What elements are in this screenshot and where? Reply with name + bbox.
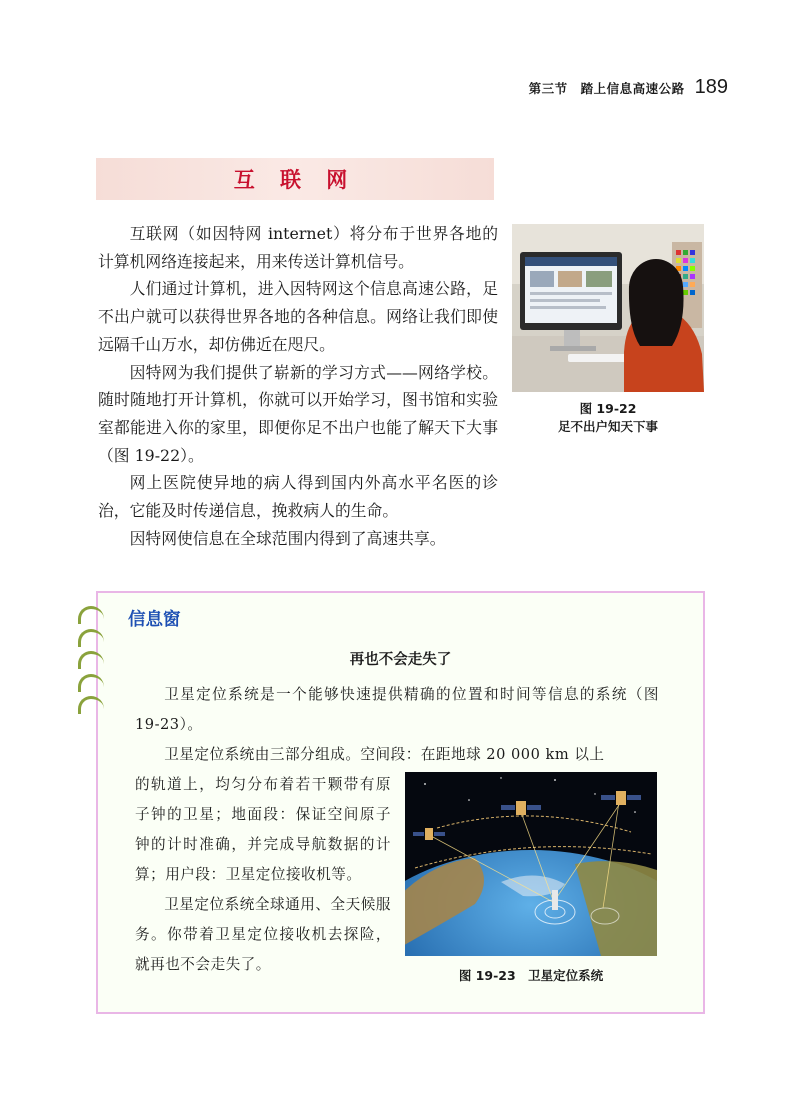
girl-at-computer-photo [512, 224, 704, 392]
satellite-positioning-illustration [405, 772, 657, 956]
paragraph: 因特网为我们提供了崭新的学习方式——网络学校。随时随地打开计算机，你就可以开始学习，图书馆和实验室都能进入你的家里，即便你足不出户也能了解天下大事（图 19-22）。 [98, 362, 498, 465]
figure-19-23 [405, 772, 657, 984]
info-window-subtitle: 再也不会走失了 [349, 652, 452, 668]
paragraph: 互联网（如因特网 internet）将分布于世界各地的计算机网络连接起来，用来传送计算机信号。 [98, 224, 498, 271]
paragraph-continuation: 的轨道上，均匀分布着若干颗带有原子钟的卫星；地面段：保证空间原子钟的计时准确，并完成导航数据的计算；用户段：卫星定位接收机等。 [135, 776, 391, 883]
paragraph: 卫星定位系统是一个能够快速提供精确的位置和时间等信息的系统（图 19-23）。 [135, 686, 659, 733]
page-number: 189 [694, 76, 728, 98]
wrapped-text [135, 770, 391, 980]
figure-number: 图 19-22 [579, 401, 637, 416]
figure-19-22 [512, 224, 704, 436]
main-body-text [98, 220, 498, 552]
paragraph: 卫星定位系统由三部分组成。空间段：在距地球 20 000 km 以上 [164, 746, 605, 763]
figure-caption: 足不出户知天下事 [557, 419, 658, 434]
section-title-banner [96, 158, 494, 200]
info-window-title: 信息窗 [128, 610, 181, 630]
paragraph: 人们通过计算机，进入因特网这个信息高速公路，足不出户就可以获得世界各地的各种信息。网络让我们即使远隔千山万水，却仿佛近在咫尺。 [98, 279, 498, 354]
running-header [529, 76, 728, 99]
paragraph: 卫星定位系统全球通用、全天候服务。你带着卫星定位接收机去探险，就再也不会走失了。 [135, 896, 391, 973]
paragraph: 因特网使信息在全球范围内得到了高速共享。 [129, 528, 446, 548]
section-name: 第三节 踏上信息高速公路 [528, 81, 685, 96]
section-title: 互 联 网 [233, 168, 357, 192]
paragraph: 网上医院使异地的病人得到国内外高水平名医的诊治，它能及时传递信息，挽救病人的生命。 [98, 473, 498, 521]
figure-caption: 图 19-23 卫星定位系统 [458, 968, 604, 983]
